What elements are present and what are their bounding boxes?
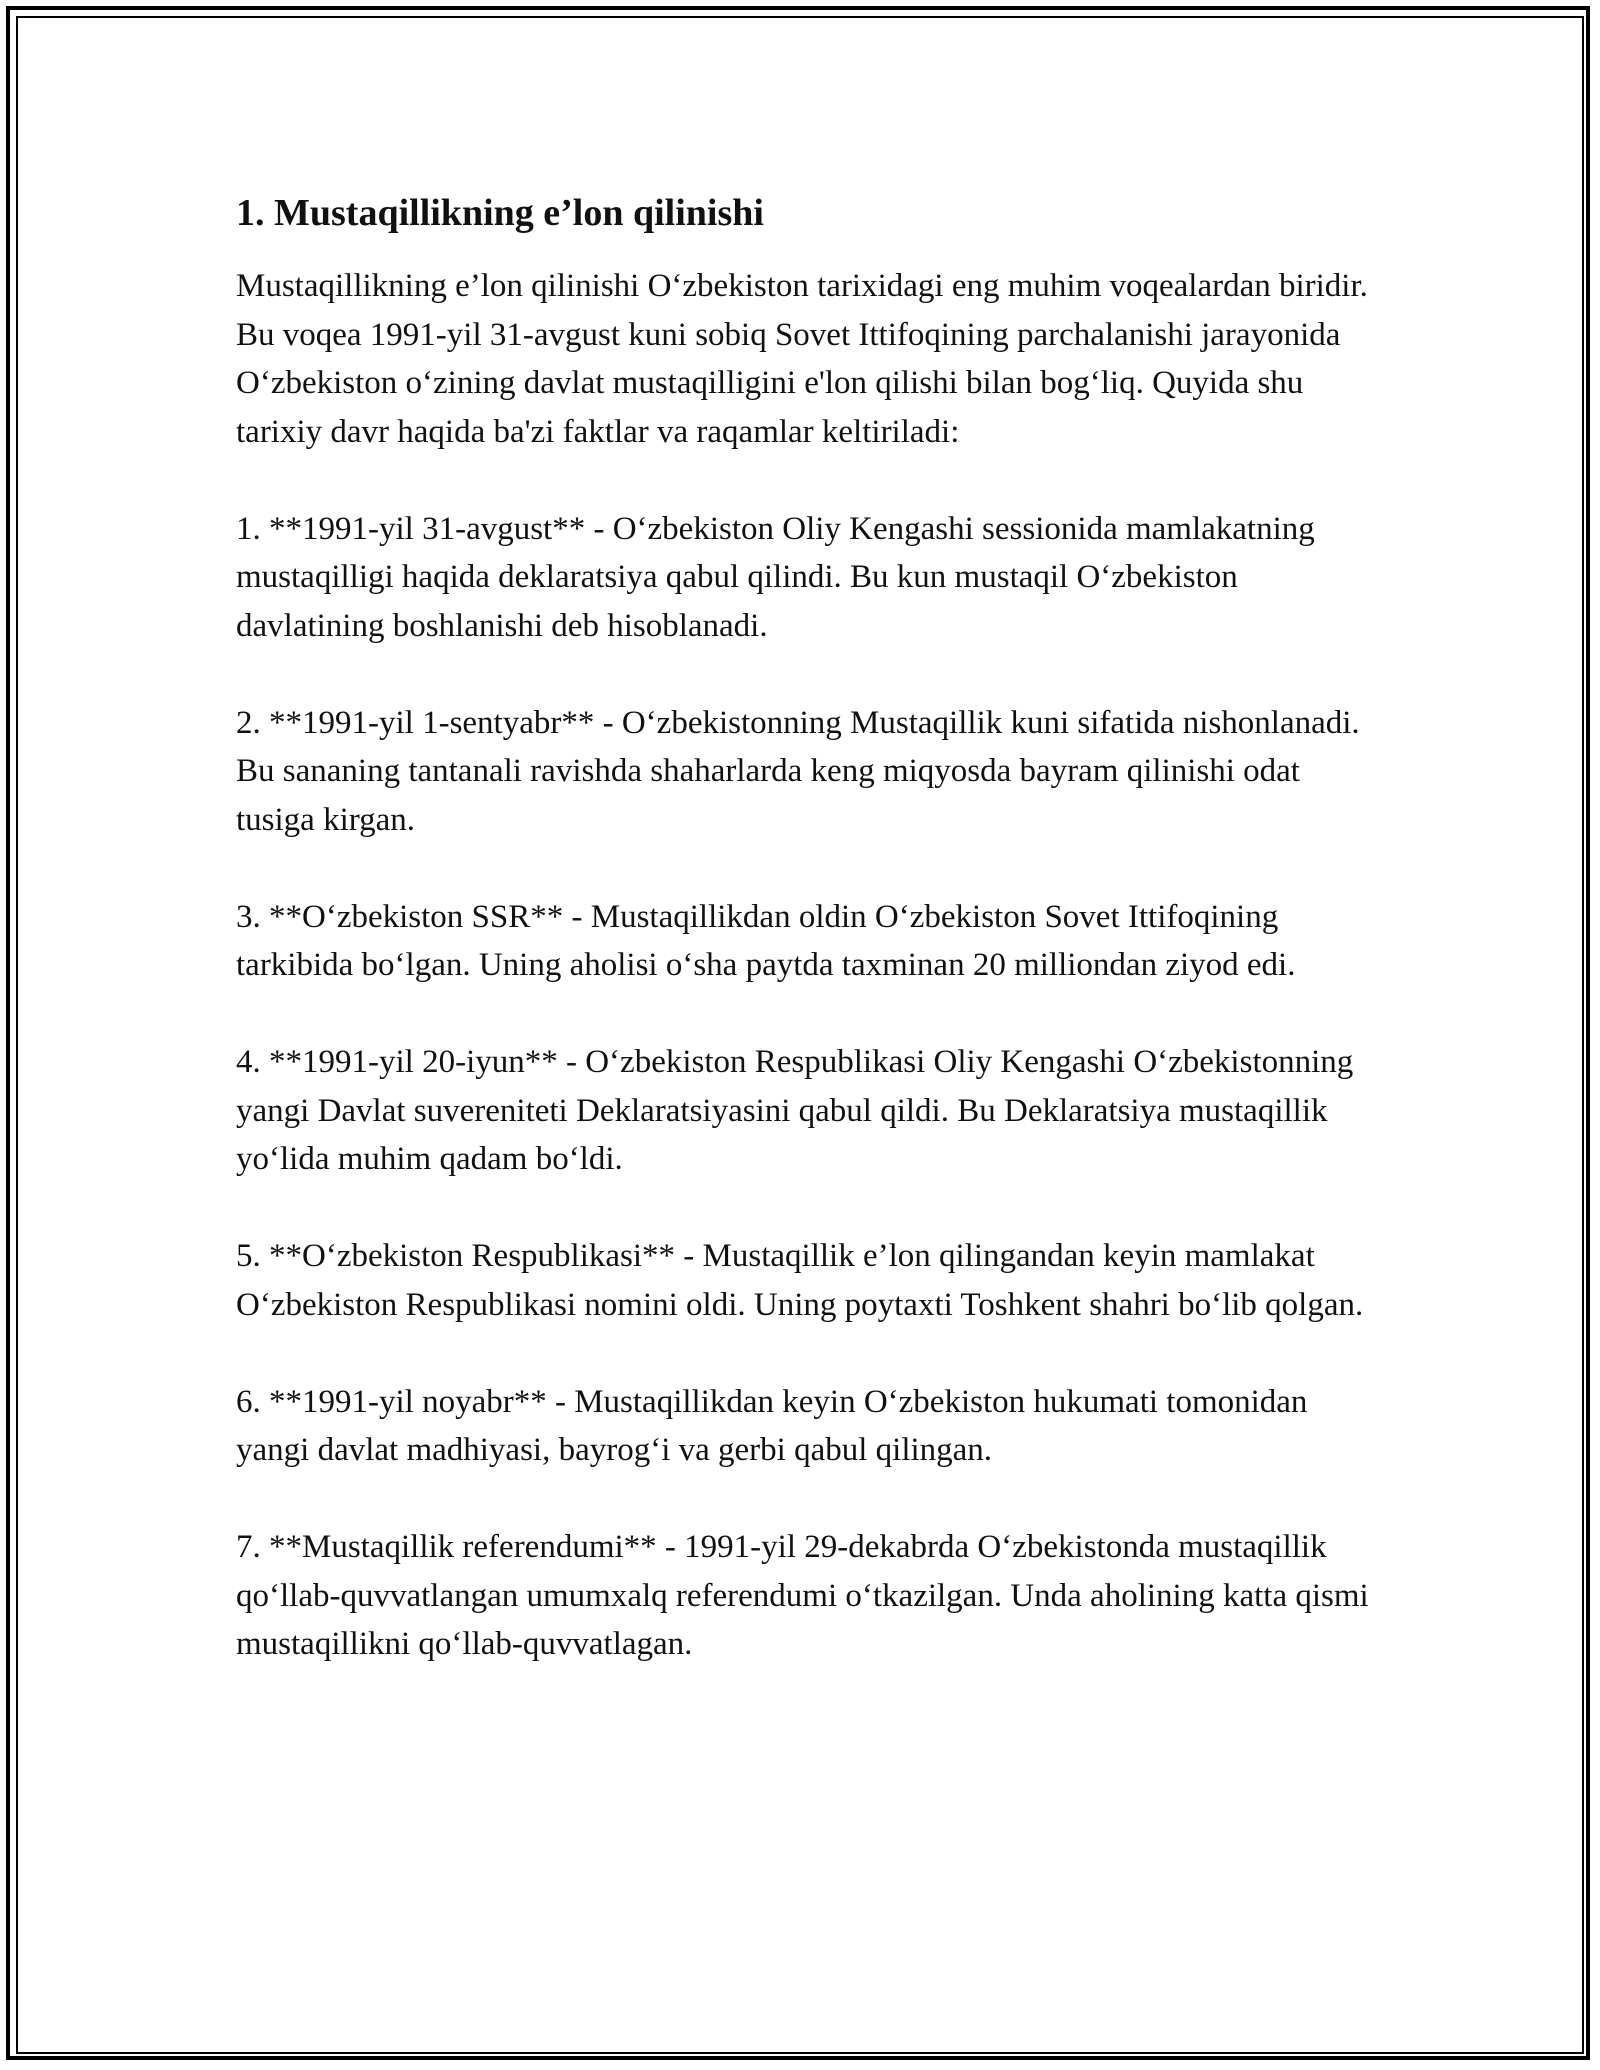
- list-item: 1. **1991-yil 31-avgust** - O‘zbekiston Oliy Kengashi sessionida mamlakatning mustaqilligi haqida deklaratsiya qabul qilindi. Bu kun mustaqil O‘zbekiston davlatining boshlanishi deb hisoblanadi.: [236, 510, 1315, 644]
- list-item: 2. **1991-yil 1-sentyabr** - O‘zbekistonning Mustaqillik kuni sifatida nishonlanadi. Bu sananing tantanali ravishda shaharlarda keng miqyosda bayram qilinishi odat tusiga kirgan.: [236, 704, 1360, 838]
- section-heading: 1. Mustaqillikning e’lon qilinishi: [236, 192, 764, 234]
- list-item: 7. **Mustaqillik referendumi** - 1991-yil 29-dekabrda O‘zbekistonda mustaqillik qo‘llab-quvvatlangan umumxalq referendumi o‘tkazilgan. Unda aholining katta qismi mustaqillikni qo‘llab-quvvatlagan.: [236, 1529, 1369, 1662]
- intro-paragraph: Mustaqillikning e’lon qilinishi O‘zbekiston tarixidagi eng muhim voqealardan biridir. Bu voqea 1991-yil 31-avgust kuni sobiq Sovet Ittifoqining parchalanishi jarayonida O‘zbekiston o‘zining davlat mustaqilligini e'lon qilishi bilan bog‘liq. Quyida shu tarixiy davr haqida ba'zi faktlar va raqamlar keltiriladi:: [236, 268, 1368, 450]
- list-item: 4. **1991-yil 20-iyun** - O‘zbekiston Respublikasi Oliy Kengashi O‘zbekistonning yangi Davlat suvereniteti Deklaratsiyasini qabul qildi. Bu Deklaratsiya mustaqillik yo‘lida muhim qadam bo‘ldi.: [236, 1044, 1354, 1177]
- list-item: 3. **O‘zbekiston SSR** - Mustaqillikdan oldin O‘zbekiston Sovet Ittifoqining tarkibida bo‘lgan. Uning aholisi o‘sha paytda taxminan 20 milliondan ziyod edi.: [236, 898, 1296, 983]
- list-item: 6. **1991-yil noyabr** - Mustaqillikdan keyin O‘zbekiston hukumati tomonidan yangi davlat madhiyasi, bayrog‘i va gerbi qabul qilingan.: [236, 1383, 1308, 1468]
- document-body: [236, 186, 1376, 1717]
- list-item: 5. **O‘zbekiston Respublikasi** - Mustaqillik e’lon qilingandan keyin mamlakat O‘zbekiston Respublikasi nomini oldi. Uning poytaxti Toshkent shahri bo‘lib qolgan.: [236, 1238, 1364, 1323]
